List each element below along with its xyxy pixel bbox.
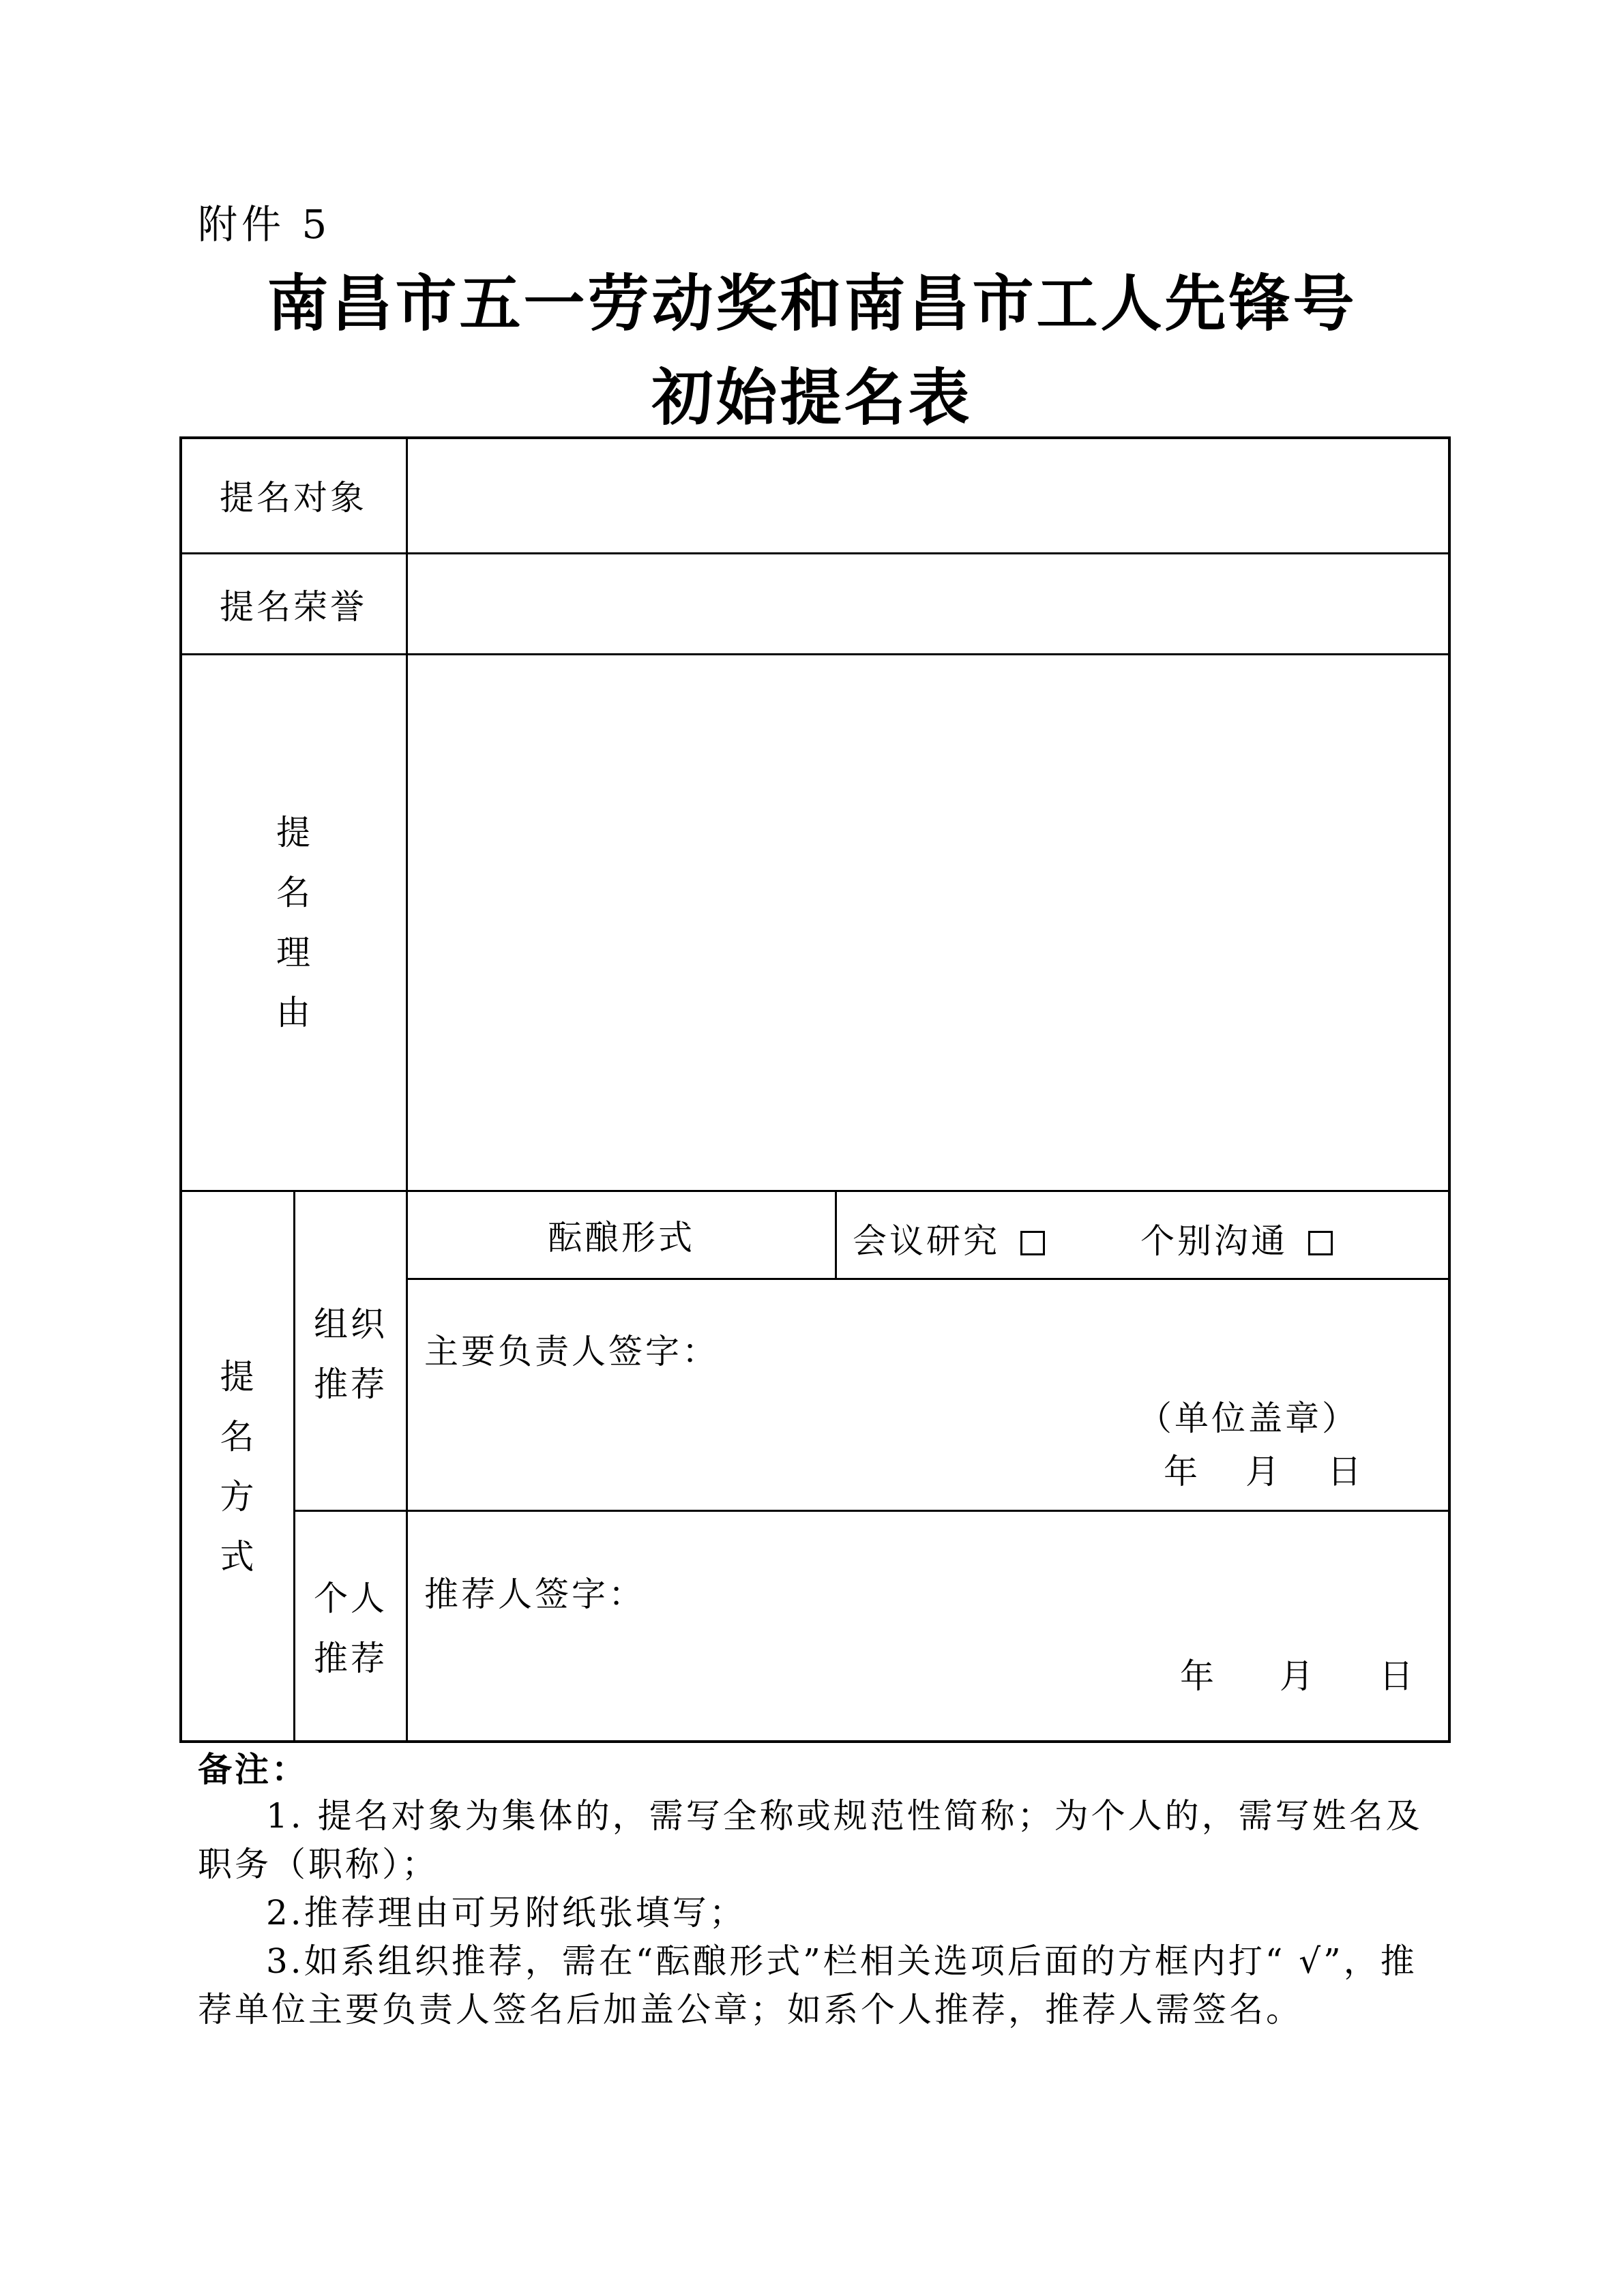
org-date-year: 年 xyxy=(1164,1452,1200,1491)
table-border-bottom xyxy=(179,1740,1451,1743)
deliberation-label: 酝酿形式 xyxy=(548,1218,695,1257)
note-item-2: 2.推荐理由可另附纸张填写； xyxy=(266,1893,746,1933)
form-title-line2: 初始提名表 xyxy=(651,361,973,434)
reason-field[interactable] xyxy=(408,655,1448,1190)
recommender-signature-label: 推荐人签字： xyxy=(424,1575,645,1614)
leader-signature-label: 主要负责人签字： xyxy=(424,1332,719,1371)
method-label xyxy=(181,1192,293,1742)
org-recommend-label-line1: 组织 xyxy=(314,1304,387,1344)
reason-label-char: 提 xyxy=(276,813,310,852)
option-meeting-label: 会议研究 xyxy=(853,1221,1000,1261)
org-recommend-label xyxy=(295,1294,406,1414)
meeting-checkbox[interactable] xyxy=(1020,1231,1045,1255)
table-border-right xyxy=(1448,436,1451,1743)
nominee-field[interactable] xyxy=(408,438,1448,552)
attachment-number: 附件 5 xyxy=(198,201,331,248)
reason-label-char: 理 xyxy=(276,933,310,972)
personal-date-year: 年 xyxy=(1180,1656,1217,1696)
notes-heading: 备注： xyxy=(198,1749,308,1789)
individual-checkbox[interactable] xyxy=(1308,1231,1333,1255)
org-date-day: 日 xyxy=(1327,1452,1364,1491)
reason-label-char: 名 xyxy=(276,873,310,912)
honor-field[interactable] xyxy=(408,554,1448,653)
personal-recommend-label xyxy=(295,1568,406,1688)
personal-date-day: 日 xyxy=(1379,1656,1416,1696)
unit-seal-label: （单位盖章） xyxy=(1138,1399,1359,1438)
reason-label-char: 由 xyxy=(276,993,310,1032)
method-label-char: 提 xyxy=(220,1357,254,1397)
form-title-line1: 南昌市五一劳动奖和南昌市工人先锋号 xyxy=(267,267,1357,340)
column-divider xyxy=(835,1190,837,1279)
personal-recommend-label-line2: 推荐 xyxy=(314,1639,387,1678)
personal-date xyxy=(1180,1649,1416,1698)
reason-label xyxy=(181,655,406,1190)
row-divider xyxy=(293,1510,1451,1512)
org-recommend-label-line2: 推荐 xyxy=(314,1365,387,1404)
org-date xyxy=(1164,1444,1364,1493)
personal-recommend-label-line1: 个人 xyxy=(314,1579,387,1618)
personal-date-month: 月 xyxy=(1280,1656,1316,1696)
option-individual-label: 个别沟通 xyxy=(1140,1221,1288,1261)
note-item-3: 3.如系组织推荐，需在“酝酿形式”栏相关选项后面的方框内打“ √”，推荐单位主要负责人签名后加盖公章；如系个人推荐，推荐人需签名。 xyxy=(198,1941,1417,2029)
honor-label: 提名荣誉 xyxy=(220,586,367,627)
method-label-char: 名 xyxy=(220,1417,254,1457)
method-label-char: 式 xyxy=(220,1537,254,1577)
org-date-month: 月 xyxy=(1245,1452,1282,1491)
option-individual[interactable] xyxy=(1140,1214,1333,1263)
nominee-label: 提名对象 xyxy=(220,478,367,518)
option-meeting[interactable] xyxy=(853,1214,1045,1263)
row-divider xyxy=(407,1278,1451,1280)
method-label-char: 方 xyxy=(220,1477,254,1517)
note-item-1: 1. 提名对象为集体的，需写全称或规范性简称；为个人的，需写姓名及职务（职称）； xyxy=(198,1796,1423,1884)
